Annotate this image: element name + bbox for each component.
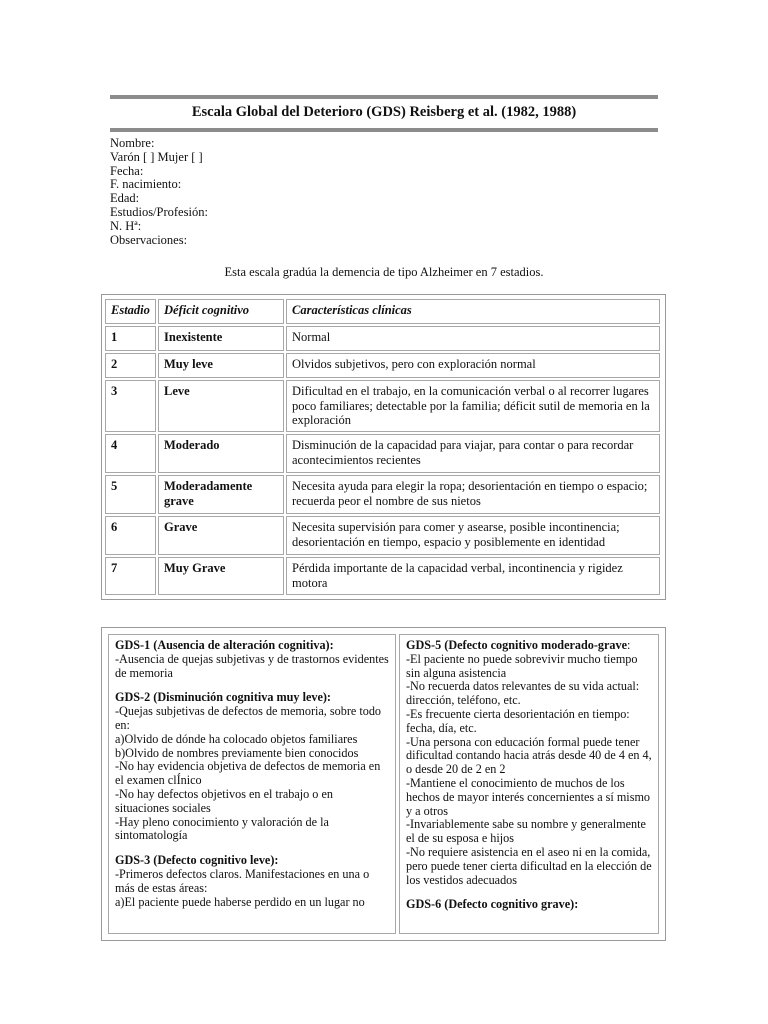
gds2-heading: GDS-2 (Disminución cognitiva muy leve): [115,690,331,705]
gds5-heading-colon: : [627,638,631,652]
gds2-line: -No hay defectos objetivos en el trabajo o en situaciones sociales [115,786,333,815]
table-row-4-deficit: Moderado [158,434,284,473]
table-row-4-stage: 4 [105,434,156,473]
gds3-heading: GDS-3 (Defecto cognitivo leve): [115,853,279,868]
table-row-7-stage: 7 [105,557,156,595]
table-row-1-stage: 1 [105,326,156,351]
table-row-4-clinical: Disminución de la capacidad para viajar, para contar o para recordar acontecimientos recientes [286,434,660,473]
gds2-line: b)Olvido de nombres previamente bien conocidos [115,745,359,760]
gds5-line: -Invariablemente sabe su nombre y generalmente el de su esposa e hijos [406,817,646,846]
table-row-5-clinical: Necesita ayuda para elegir la ropa; desorientación en tiempo o espacio; recuerda peor el nombre de sus nietos [286,475,660,514]
gds2-line: -Hay pleno conocimiento y valoración de la sintomatología [115,814,329,843]
header-deficit: Déficit cognitivo [158,299,284,324]
table-row-7-clinical: Pérdida importante de la capacidad verbal, incontinencia y rigidez motora [286,557,660,595]
table-row-2-stage: 2 [105,353,156,378]
field-nacimiento: F. nacimiento: [110,177,182,192]
field-edad: Edad: [110,191,140,206]
gds5-line: -Una persona con educación formal puede tener dificultad contando hacia atrás desde 40 de 4 en 4, o desde 20 de 2 en 2 [406,734,652,777]
gds-descriptions [101,627,666,941]
patient-fields [110,137,208,247]
field-fecha: Fecha: [110,163,144,178]
table-row-3-deficit: Leve [158,380,284,432]
gds1-line: -Ausencia de quejas subjetivas y de trastornos evidentes de memoria [115,651,389,680]
field-historia: N. Hª: [110,218,142,233]
gds2-line: -Quejas subjetivas de defectos de memoria, sobre todo en: [115,704,382,732]
header-caracteristicas: Características clínicas [286,299,660,324]
table-row-6-stage: 6 [105,516,156,555]
table-row-6-deficit: Grave [158,516,284,555]
header-estadio: Estadio [105,299,156,324]
gds5-heading: GDS-5 (Defecto cognitivo moderado-grave [406,638,628,652]
table-row-3-clinical: Dificultad en el trabajo, en la comunicación verbal o al recorrer lugares poco familiares; detectable por la familia; déficit sutil de memoria en la exploración [286,380,660,432]
gds3-line: a)El paciente puede haberse perdido en un lugar no [115,894,365,909]
field-estudios: Estudios/Profesión: [110,204,208,219]
gds5-line: -El paciente no puede sobrevivir mucho tiempo sin alguna asistencia [406,651,638,680]
table-row-2-clinical: Olvidos subjetivos, pero con exploración normal [286,353,660,378]
gds1-heading: GDS-1 (Ausencia de alteración cognitiva): [115,638,334,652]
gds5-line: -Es frecuente cierta desorientación en tiempo: fecha, día, etc. [406,706,630,735]
stages-table [101,294,666,600]
gds5-heading-row [406,639,652,653]
table-row-5-stage: 5 [105,475,156,514]
table-row-7-deficit: Muy Grave [158,557,284,595]
gds2-line: a)Olvido de dónde ha colocado objetos familiares [115,731,358,746]
intro-text: Esta escala gradúa la demencia de tipo Alzheimer en 7 estadios. [224,265,544,279]
field-sexo: Varón [ ] Mujer [ ] [110,149,203,164]
field-observaciones: Observaciones: [110,232,188,247]
page-title: Escala Global del Deterioro (GDS) Reisberg et al. (1982, 1988) [191,104,577,120]
gds6-heading: GDS-6 (Defecto cognitivo grave): [406,897,579,912]
table-row-1-deficit: Inexistente [158,326,284,351]
field-nombre: Nombre: [110,136,155,150]
table-row-6-clinical: Necesita supervisión para comer y asearse, posible incontinencia; desorientación en tiempo, espacio y posiblemente en identidad [286,516,660,555]
title-rule-bottom [110,128,658,132]
table-row-1-clinical: Normal [286,326,660,351]
title-rule-top [110,95,658,99]
gds5-line: -No requiere asistencia en el aseo ni en la comida, pero puede tener cierta dificultad en la elección de los vestidos adecuados [406,844,652,887]
gds3-line: -Primeros defectos claros. Manifestaciones en una o más de estas áreas: [115,866,370,895]
gds5-line: -No recuerda datos relevantes de su vida actual: dirección, teléfono, etc. [406,679,640,708]
table-row-3-stage: 3 [105,380,156,432]
gds-left-column [108,634,396,934]
gds-right-column [399,634,659,934]
table-row-2-deficit: Muy leve [158,353,284,378]
gds2-line: -No hay evidencia objetiva de defectos de memoria en el examen clÍnico [115,759,381,788]
table-row-5-deficit: Moderadamente grave [158,475,284,514]
gds5-line: -Mantiene el conocimiento de muchos de los hechos de mayor interés concernientes a sí mismo y a otros [406,775,651,818]
